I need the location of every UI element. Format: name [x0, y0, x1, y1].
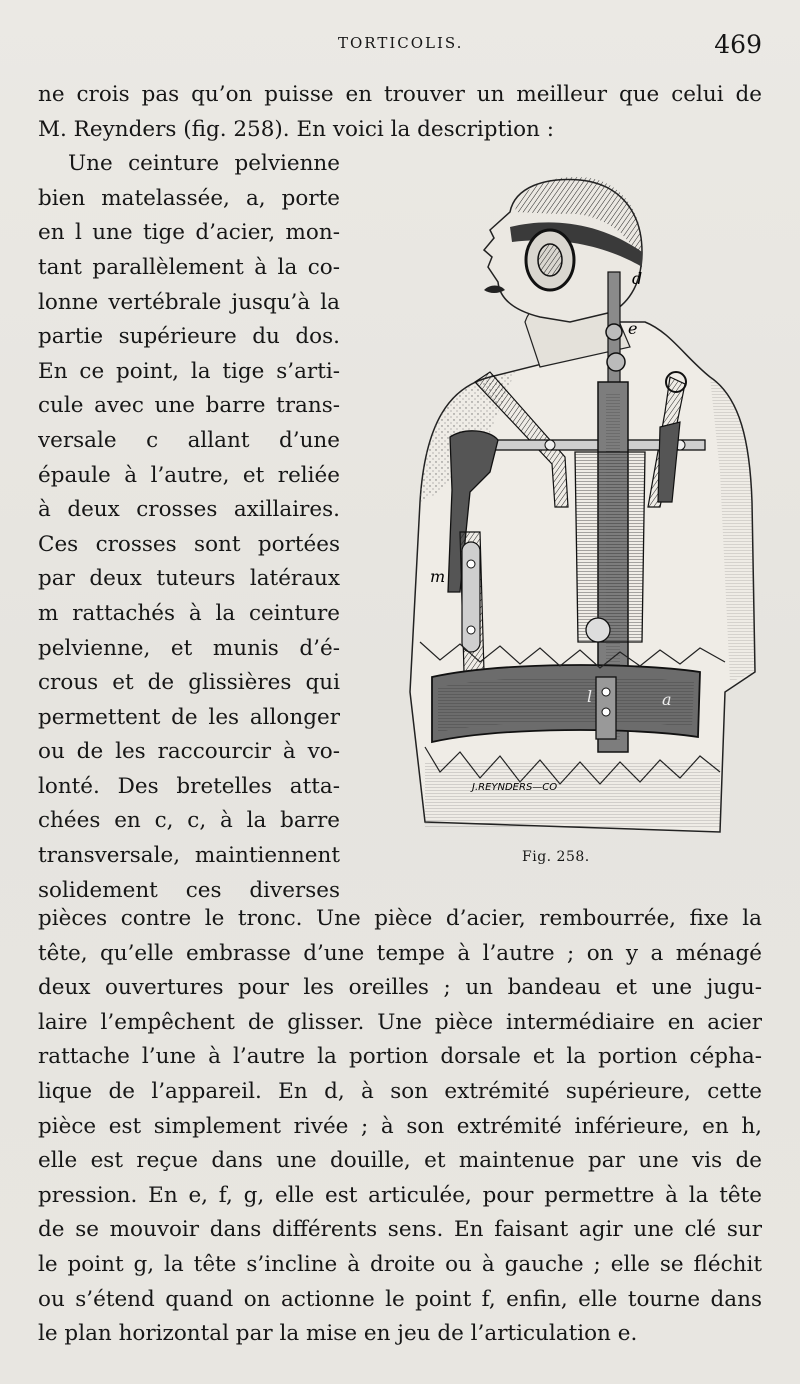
text-line: solidement ces diverses: [38, 877, 340, 903]
text-line: transversale, maintiennent: [38, 843, 340, 869]
text-line: cule avec une barre trans-: [38, 393, 340, 419]
text-line: elle est reçue dans une douille, et maintenue par une vis de: [38, 1148, 762, 1174]
text-line: par deux tuteurs latéraux: [38, 566, 340, 592]
text-line: de se mouvoir dans différents sens. En faisant agir une clé sur: [38, 1217, 762, 1243]
text-line: lonne vertébrale jusqu’à la: [38, 289, 340, 315]
text-line: pression. En e, f, g, elle est articulée, pour permettre à la tête: [38, 1182, 762, 1208]
running-head: [0, 30, 800, 59]
text-line: en l une tige d’acier, mon-: [38, 220, 340, 246]
text-line: pelvienne, et munis d’é-: [38, 635, 340, 661]
text-line: versale c allant d’une: [38, 427, 340, 453]
figure-caption: Fig. 258.: [522, 849, 590, 865]
text-line: pièce est simplement rivée ; à son extrémité inférieure, en h,: [38, 1113, 762, 1139]
text-line: tête, qu’elle embrasse d’une tempe à l’autre ; on y a ménagé: [38, 940, 762, 966]
text-line: le plan horizontal par la mise en jeu de l’articulation e.: [38, 1321, 638, 1347]
text-line: M. Reynders (fig. 258). En voici la description :: [38, 116, 554, 142]
text-line: à deux crosses axillaires.: [38, 497, 340, 523]
figure-label-m: m: [430, 567, 446, 586]
text-line: épaule à l’autre, et reliée: [38, 462, 340, 488]
running-title: TORTICOLIS.: [338, 34, 464, 52]
body-text-bottom: [38, 902, 762, 1352]
text-line: m rattachés à la ceinture: [38, 600, 340, 626]
text-line: partie supérieure du dos.: [38, 324, 340, 350]
text-line: tant parallèlement à la co-: [38, 254, 340, 280]
figure-label-a: a: [662, 690, 672, 709]
text-line: ou de les raccourcir à vo-: [38, 739, 340, 765]
text-line: lique de l’appareil. En d, à son extrémité supérieure, cette: [38, 1078, 762, 1104]
text-line: Une ceinture pelvienne: [68, 151, 340, 177]
text-line: laire l’empêchent de glisser. Une pièce intermédiaire en acier: [38, 1009, 762, 1035]
text-line: ne crois pas qu’on puisse en trouver un meilleur que celui de: [38, 82, 762, 107]
text-line: chées en c, c, à la barre: [38, 808, 340, 834]
figure-label-d: d: [632, 269, 643, 288]
text-line: pièces contre le tronc. Une pièce d’acier, rembourrée, fixe la: [38, 906, 762, 931]
figure-label-l: l: [587, 687, 593, 706]
text-line: deux ouvertures pour les oreilles ; un bandeau et une jugu-: [38, 975, 762, 1001]
text-line: Ces crosses sont portées: [38, 531, 340, 557]
back-plate: [575, 452, 645, 642]
figure-label-e: e: [628, 319, 638, 338]
text-line: ou s’étend quand on actionne le point f, enfin, elle tourne dans: [38, 1286, 762, 1312]
text-line: crous et de glissières qui: [38, 670, 340, 696]
text-line: lonté. Des bretelles atta-: [38, 773, 340, 799]
figure-258-brace-illustration: [380, 172, 764, 834]
engraving-svg: [380, 172, 764, 834]
page-number: 469: [714, 30, 762, 59]
text-line: bien matelassée, a, porte: [38, 185, 340, 211]
text-line: rattache l’une à l’autre la portion dorsale et la portion cépha-: [38, 1044, 762, 1070]
text-line: le point g, la tête s’incline à droite ou à gauche ; elle se fléchit: [38, 1251, 762, 1277]
engraver-signature: J.REYNDERS—CO: [472, 782, 558, 793]
text-line: permettent de les allonger: [38, 704, 340, 730]
text-line: En ce point, la tige s’arti-: [38, 358, 340, 384]
